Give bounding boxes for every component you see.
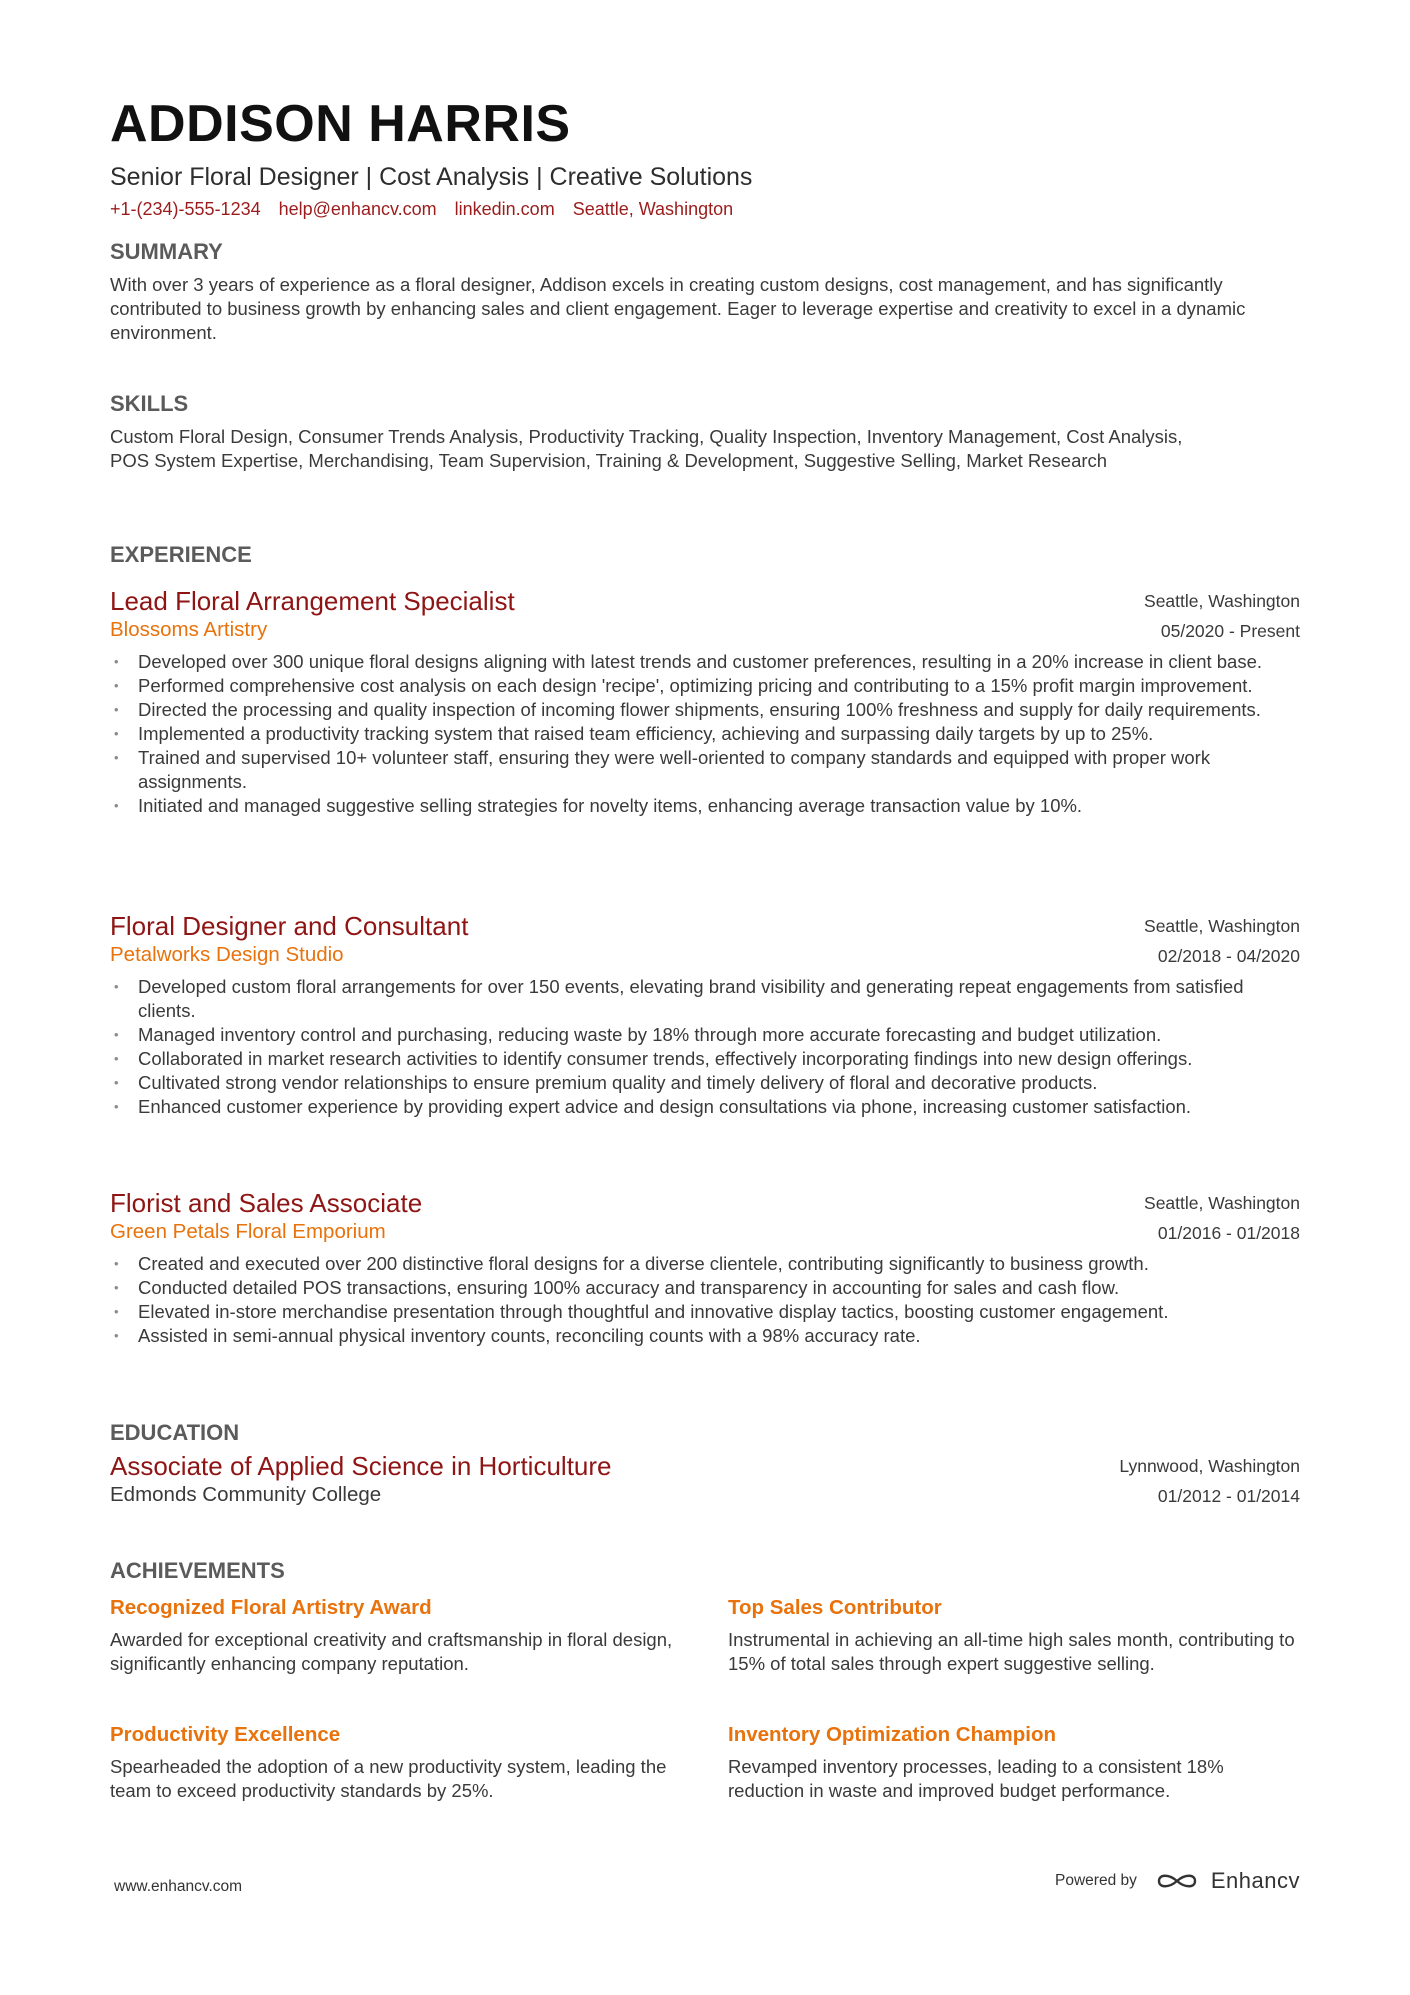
job-location: Seattle, Washington	[1144, 591, 1300, 611]
achievements-heading: ACHIEVEMENTS	[110, 1558, 285, 1583]
job-role: Floral Designer and Consultant	[110, 911, 469, 941]
achievement-item	[110, 1721, 690, 1803]
achievement-title: Recognized Floral Artistry Award	[110, 1596, 432, 1619]
achievement-item	[110, 1594, 690, 1676]
job-bullets	[110, 975, 1300, 1119]
skills-text: Custom Floral Design, Consumer Trends Analysis, Productivity Tracking, Quality Inspection, Inventory Management, Cost Analysis, POS System Expertise, Merchandising, Team Supervision, Training & Development, Suggestive Selling, Market Research	[110, 426, 1183, 471]
job-dates: 02/2018 - 04/2020	[1157, 946, 1300, 966]
job-location: Seattle, Washington	[1144, 916, 1300, 936]
linkedin-link[interactable]: linkedin.com	[454, 199, 555, 219]
job-bullet: • Enhanced customer experience by providing expert advice and design consultations via phone, increasing customer satisfaction.	[110, 1095, 1300, 1119]
enhancv-logo-icon	[1153, 1868, 1201, 1894]
job-bullet: • Developed custom floral arrangements for over 150 events, elevating brand visibility and generating repeat engagements from satisfied clients.	[110, 975, 1300, 1023]
job-entry	[110, 911, 1300, 1119]
job-bullet: • Collaborated in market research activities to identify consumer trends, effectively incorporating findings into new design offerings.	[110, 1047, 1300, 1071]
degree-title: Associate of Applied Science in Horticulture	[110, 1451, 612, 1481]
achievement-title: Top Sales Contributor	[728, 1596, 942, 1619]
achievement-desc: Awarded for exceptional creativity and craftsmanship in floral design, significantly enhancing company reputation.	[110, 1629, 673, 1674]
enhancv-logo[interactable]	[1153, 1868, 1300, 1894]
summary-text: With over 3 years of experience as a floral designer, Addison excels in creating custom designs, cost management, and has significantly contributed to business growth by enhancing sales and client engagement. Eager to leverage expertise and creativity to excel in a dynamic environment.	[110, 274, 1246, 343]
skills-section	[110, 389, 1300, 473]
skills-heading: SKILLS	[110, 391, 189, 416]
education-section	[110, 1418, 1300, 1448]
job-bullet: • Directed the processing and quality inspection of incoming flower shipments, ensuring 100% freshness and supply for daily requirements.	[110, 698, 1300, 722]
summary-heading: SUMMARY	[110, 239, 223, 264]
job-bullets	[110, 650, 1300, 818]
phone-link[interactable]: +1-(234)-555-1234	[110, 199, 261, 219]
education-entry	[110, 1451, 1300, 1511]
candidate-title: Senior Floral Designer | Cost Analysis | Creative Solutions	[110, 163, 753, 191]
education-heading: EDUCATION	[110, 1420, 240, 1445]
location-text: Seattle, Washington	[572, 199, 734, 219]
achievement-desc: Spearheaded the adoption of a new productivity system, leading the team to exceed productivity standards by 25%.	[110, 1756, 667, 1801]
email-link[interactable]: help@enhancv.com	[278, 199, 437, 219]
footer-website[interactable]: www.enhancv.com	[114, 1878, 243, 1895]
experience-section	[110, 540, 1300, 570]
job-location: Seattle, Washington	[1144, 1193, 1300, 1213]
job-role: Florist and Sales Associate	[110, 1188, 423, 1218]
job-bullet: • Cultivated strong vendor relationships to ensure premium quality and timely delivery of floral and decorative products.	[110, 1071, 1300, 1095]
job-bullet: • Created and executed over 200 distinctive floral designs for a diverse clientele, contributing significantly to business growth.	[110, 1252, 1300, 1276]
experience-heading: EXPERIENCE	[110, 542, 252, 567]
job-bullets	[110, 1252, 1300, 1348]
achievement-item	[728, 1594, 1300, 1676]
achievement-desc: Instrumental in achieving an all-time high sales month, contributing to 15% of total sales through expert suggestive selling.	[728, 1629, 1295, 1674]
job-bullet: • Assisted in semi-annual physical inventory counts, reconciling counts with a 98% accuracy rate.	[110, 1324, 1300, 1348]
footer-branding	[1055, 1868, 1300, 1894]
job-company: Petalworks Design Studio	[110, 943, 344, 966]
job-bullet: • Managed inventory control and purchasing, reducing waste by 18% through more accurate forecasting and budget utilization.	[110, 1023, 1300, 1047]
job-bullet: • Elevated in-store merchandise presentation through thoughtful and innovative display tactics, boosting customer engagement.	[110, 1300, 1300, 1324]
achievement-title: Productivity Excellence	[110, 1723, 341, 1746]
job-bullet: • Performed comprehensive cost analysis on each design 'recipe', optimizing pricing and contributing to a 15% profit margin improvement.	[110, 674, 1300, 698]
education-location: Lynnwood, Washington	[1119, 1456, 1300, 1476]
contact-line	[110, 196, 1300, 222]
job-bullet: • Trained and supervised 10+ volunteer staff, ensuring they were well-oriented to company standards and equipped with proper work assignments.	[110, 746, 1300, 794]
job-role: Lead Floral Arrangement Specialist	[110, 586, 515, 616]
powered-by-label: Powered by	[1055, 1872, 1137, 1889]
job-entry	[110, 586, 1300, 818]
achievements-section	[110, 1556, 1300, 1586]
achievement-desc: Revamped inventory processes, leading to a consistent 18% reduction in waste and improved budget performance.	[728, 1756, 1224, 1801]
achievement-item	[728, 1721, 1300, 1803]
job-entry	[110, 1188, 1300, 1348]
summary-section	[110, 237, 1300, 345]
job-company: Green Petals Floral Emporium	[110, 1220, 386, 1243]
candidate-name: ADDISON HARRIS	[110, 95, 571, 153]
job-bullet: • Developed over 300 unique floral designs aligning with latest trends and customer preferences, resulting in a 20% increase in client base.	[110, 650, 1300, 674]
enhancv-wordmark: Enhancv	[1210, 1868, 1300, 1893]
job-bullet: • Implemented a productivity tracking system that raised team efficiency, achieving and surpassing daily targets by up to 25%.	[110, 722, 1300, 746]
job-dates: 01/2016 - 01/2018	[1157, 1223, 1300, 1243]
job-bullet: • Conducted detailed POS transactions, ensuring 100% accuracy and transparency in accounting for sales and cash flow.	[110, 1276, 1300, 1300]
job-bullet: • Initiated and managed suggestive selling strategies for novelty items, enhancing average transaction value by 10%.	[110, 794, 1300, 818]
job-company: Blossoms Artistry	[110, 618, 268, 641]
job-dates: 05/2020 - Present	[1160, 621, 1300, 641]
education-dates: 01/2012 - 01/2014	[1157, 1486, 1300, 1506]
school-name: Edmonds Community College	[110, 1483, 382, 1506]
achievement-title: Inventory Optimization Champion	[728, 1723, 1057, 1746]
